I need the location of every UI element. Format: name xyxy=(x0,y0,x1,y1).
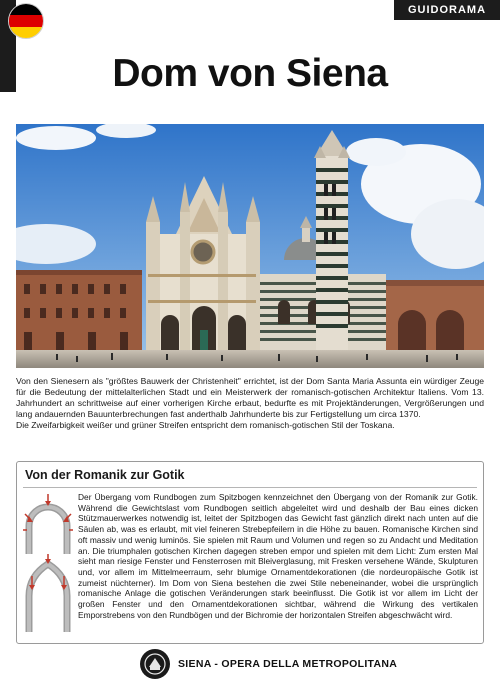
pointed-arch-icon xyxy=(29,554,67,632)
info-box-title: Von der Romanik zur Gotik xyxy=(25,468,185,482)
flag-stripe-black xyxy=(9,4,43,15)
intro-text xyxy=(16,376,484,431)
arch-diagram-icon xyxy=(23,492,73,637)
page-title: Dom von Siena xyxy=(112,52,388,95)
cathedral-photo xyxy=(16,124,484,368)
info-box xyxy=(16,461,484,644)
round-arch-icon xyxy=(23,494,73,554)
intro-paragraph-1: Von den Sienesern als "größtes Bauwerk der Christenheit" errichtet, ist der Dom Santa Maria Assunta ein würdiger Zeuge für die Bedeutung der mittelalterlichen Stadt und ein Meisterwerk der romanisch-gotischen Architektur Italiens. Vom 13. Jahrhundert an schrittweise auf einer vorherigen Kirche erbaut, bedurfte es mit Projektänderungen, Vergrößerungen und lang andauernden Bauunterbrechungen fast anderthalb Jahrhunderte bis zur Fertigstellung um circa 1370. xyxy=(16,376,484,419)
brand-label: GUIDORAMA xyxy=(394,0,500,20)
footer xyxy=(140,648,397,680)
intro-paragraph-2: Die Zweifarbigkeit weißer und grüner Streifen entspricht dem romanisch-gotischen Stil der Toskana. xyxy=(16,419,395,430)
footer-label: SIENA - OPERA DELLA METROPOLITANA xyxy=(178,658,398,670)
info-box-text: Der Übergang vom Rundbogen zum Spitzbogen kennzeichnet den Übergang von der Romanik zur Gotik. Während die Gewichtslast vom Rundbogen seitlich abgeleitet wird und deshalb der Bau eines dicken Stützmauerwerkes notwendig ist, leitet der Spitzbogen das Gewicht fast gänzlich direkt nach unten auf die Säulen ab, was es erlaubt, mit viel feineren Strebepfeilern in die Höhe zu bauen. Romanische Kirchen sind oft massiv und wenig luminös. Sie spielen mit Raum und Volumen und regen so zu Andacht und Meditation an. Die triumphalen gotischen Kirchen dagegen streben empor und spielen mit dem Licht: Zum ersten Mal sieht man riesige Fenster und Fensterrosen mit Bleiverglasung, mit Fresken versehene Wände, Skulpturen und, vor allem im Mittelmeerraum, sehr blumige Ornamentdekorationen (die nordeuropäische Gotik ist zumeist nüchterner). Im Dom von Siena bestehen die zwei Stile nebeneinander, wobei die ursprünglich romanische Anlage die gotischen Veränderungen stark beeinflusst. Die Gotik ist vor allem im Licht der großen Fenster und den Ornamentdekorationen sichtbar, während die Wirkung des vertikalen Emporstrebens von den Rundbögen und der Bichromie der horizontalen Streifen abgeschwächt wird. xyxy=(78,492,478,620)
flag-stripe-red xyxy=(9,15,43,26)
opera-seal-logo xyxy=(140,649,170,679)
info-box-divider xyxy=(23,487,477,488)
german-flag-icon xyxy=(8,3,44,39)
